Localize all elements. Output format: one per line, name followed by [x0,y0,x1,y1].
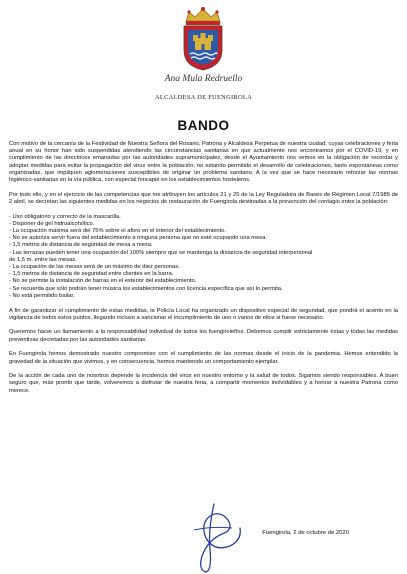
list-item: - Uso obligatorio y correcto de la mascarilla. [9,213,121,220]
paragraph-responsibility: Queremos hacer un llamamiento a la responsabilidad individual de todos los fuengiroleños. Debemos cumplir estrictamente éstas y todas las medidas preventivas decretadas por las autoridades sanitarias. [9,329,398,343]
document-date: Fuengirola, 2 de octubre de 2020 [262,530,349,536]
paragraph-decree: Por todo ello, y en el ejercicio de las competencias que me atribuyen los artículos 21 y 25 de la Ley Reguladora de Bases de Régimen Local 7/1985 de 2 abril, se decretan las siguientes medidas en los negocios de restauración de Fuengirola destinadas a la prevención del contagio entre la población: [9,191,398,205]
list-item: - Las terrazas pueden tener una ocupación del 100% siempre que se mantenga la distancia de seguridad interpersonal [9,249,313,256]
list-item: - No está permitido bailar. [9,292,75,299]
handwritten-signature-icon [184,500,254,574]
page-title: BANDO [177,118,230,133]
list-item: - No se autoriza servir fuera del establecimiento a ninguna persona que no esté ocupando una mesa. [9,235,267,242]
paragraph-intro: Con motivo de la cercanía de la Festividad de Nuestra Señora del Rosario, Patrona y Alcaldesa Perpetua de nuestra ciudad, cuyas celebraciones y feria anual en su honor han sido suspendidas atendiendo las circunstancias sanitarias en que actualmente nos encontramos por el COVID-19, y en cumplimiento de las directrices emanadas por las autoridades supramunicipales, desde el Ayuntamiento nos vemos en la obligación de recordar y adoptar medidas para evitar la propagación del virus entre la población, no estando permitido el desarrollo de celebraciones, tanto espontáneas como organizadas, que impliquen aglomeraciones susceptibles de originar un problema sanitario. A la vez que se hace necesario reforzar las normas higiénico-sanitarias en la vía pública, con especial hincapié en los establecimientos hosteleros. [9,141,398,184]
list-item: - La ocupación máxima será del 75% sobre el aforo en el interior del establecimiento. [9,228,227,235]
paragraph-commitment: En Fuengirola hemos demostrado nuestro compromiso con el cumplimiento de las normas desde el inicio de la pandemia. Hemos entendido la gravedad de la situación que vivimos, y en consecuencia, hemos mantenido un comportamiento ejemplar. [9,351,398,365]
list-item: - Disponer de gel hidroalcohólico. [9,220,95,227]
paragraph-police: A fin de garantizar el cumplimiento de estas medidas, la Policía Local ha organizado un dispositivo especial de seguridad, que pondrá el acento en la vigilancia de todos estos puntos, llegando incluso a sancionar el incumplimiento de uno o varios de ellos si fuese necesario. [9,307,398,321]
mayor-signature-name: Ana Mula Redruello [164,74,243,84]
list-item: - Se recuerda que sólo podrán tener música los establecimientos con licencia específica que así lo permita. [9,285,283,292]
list-item: - La ocupación de las mesas será de un máximo de diez personas. [9,264,180,271]
list-item: - 1,5 metros de distancia de seguridad de mesa a mesa. [9,242,153,249]
coat-of-arms-icon [178,6,228,72]
mayor-office-title: ALCALDESA DE FUENGIROLA [154,94,253,101]
list-item: - No se permite la instalación de barras en el exterior del establecimiento. [9,278,197,285]
list-item: de 1,5 m. entre las mesas. [9,256,77,263]
measures-list [9,214,398,300]
list-item: - 1,5 metros de distancia de seguridad entre clientes en la barra. [9,271,174,278]
paragraph-closing: De la acción de cada uno de nosotros depende la incidencia del virus en nuestro entorno y la salud de todos. Sigamos siendo responsables. A buen seguro que, más pronto que tarde, volveremos a disfrutar de nuestra feria, a compartir momentos inolvidables y a honrar a nuestra Patrona como merece. [9,373,398,394]
document-body [9,141,398,402]
